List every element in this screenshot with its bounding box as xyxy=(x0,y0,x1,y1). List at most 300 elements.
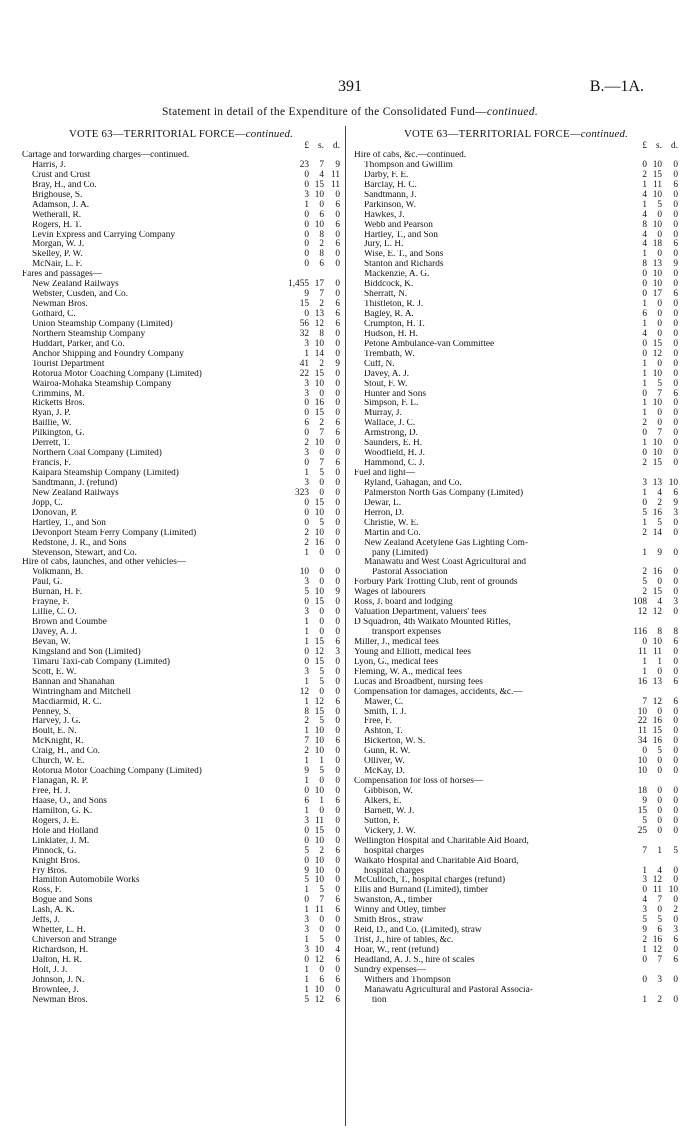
row-label: Rotorua Motor Coaching Company (Limited) xyxy=(32,767,202,777)
table-row xyxy=(22,260,340,270)
row-label: Richardson, H. xyxy=(32,946,89,955)
pence-value: 0 xyxy=(335,855,340,866)
pence-value: 8 xyxy=(673,627,678,637)
pence-value: 0 xyxy=(335,378,340,389)
row-label: Herron, D. xyxy=(364,508,405,518)
table-row xyxy=(22,767,340,777)
pence-value: 0 xyxy=(673,458,678,469)
row-label: Kingsland and Son (Limited) xyxy=(32,647,141,657)
pence-value: 11 xyxy=(331,179,340,190)
pence-value: 6 xyxy=(335,636,340,647)
row-label: Northern Steamship Company xyxy=(32,329,146,339)
pence-value: 0 xyxy=(673,338,678,349)
pounds-value: 6 xyxy=(642,309,647,319)
pence-value: 0 xyxy=(335,815,340,826)
table-row xyxy=(22,827,340,837)
table-row xyxy=(354,479,678,489)
pence-value: 6 xyxy=(335,954,340,965)
pounds-value: 2 xyxy=(304,746,309,757)
shillings-value: 2 xyxy=(319,299,324,310)
table-row xyxy=(22,737,340,747)
row-label: Gibbison, W. xyxy=(364,787,413,796)
pounds-value: 10 xyxy=(637,756,647,767)
pounds-value: 1 xyxy=(304,468,309,478)
shillings-value: 18 xyxy=(652,239,662,250)
table-row xyxy=(22,330,340,340)
pounds-value: 1 xyxy=(642,378,647,389)
shillings-value: 15 xyxy=(314,408,324,419)
table-row xyxy=(22,986,340,996)
shillings-value: 15 xyxy=(314,497,324,508)
shillings-value: 0 xyxy=(319,627,324,637)
pounds-value: 1,455 xyxy=(288,279,309,290)
table-row xyxy=(354,469,678,479)
row-label: Bickerton, W. S. xyxy=(364,737,426,747)
pounds-value: 22 xyxy=(299,368,309,379)
table-row xyxy=(22,181,340,191)
row-label: Ellis and Burnand (Limited), timber xyxy=(354,886,489,896)
shillings-value: 6 xyxy=(319,259,324,270)
shillings-value: 5 xyxy=(319,766,324,777)
pence-value: 0 xyxy=(673,865,678,876)
pounds-value: 0 xyxy=(304,497,309,508)
table-row xyxy=(22,906,340,916)
pence-value: 0 xyxy=(335,477,340,488)
pounds-value: 22 xyxy=(637,716,647,727)
pounds-value: 1 xyxy=(642,865,647,876)
pence-value: 0 xyxy=(335,984,340,995)
shillings-value: 10 xyxy=(314,507,324,518)
pounds-value: 8 xyxy=(642,219,647,230)
pence-value: 0 xyxy=(673,249,678,260)
shillings-value: 10 xyxy=(652,398,662,409)
table-row xyxy=(22,549,340,559)
pounds-value: 1 xyxy=(642,199,647,210)
row-label: Lash, A. K. xyxy=(32,906,75,916)
shillings-value: 15 xyxy=(314,825,324,836)
shillings-value: 16 xyxy=(652,736,662,747)
shillings-value: 11 xyxy=(653,646,662,657)
table-row xyxy=(22,489,340,499)
pence-value: 0 xyxy=(673,726,678,737)
pounds-value: 3 xyxy=(304,577,309,588)
table-row xyxy=(22,807,340,817)
pence-value: 10 xyxy=(668,477,678,488)
table-row xyxy=(354,727,678,737)
column-divider xyxy=(345,126,346,1126)
shillings-value: 13 xyxy=(652,259,662,270)
pence-value: 6 xyxy=(335,309,340,319)
shillings-value: 17 xyxy=(314,279,324,290)
table-row xyxy=(354,240,678,250)
pounds-value: 0 xyxy=(642,159,647,170)
table-row xyxy=(354,837,678,847)
pence-value: 6 xyxy=(335,974,340,985)
row-label: Brown and Coumbe xyxy=(32,618,107,628)
shillings-value: 8 xyxy=(319,328,324,339)
table-row xyxy=(22,598,340,608)
pounds-value: 3 xyxy=(304,666,309,677)
pence-value: 0 xyxy=(335,726,340,737)
table-row xyxy=(354,698,678,708)
row-label: Bagley, R. A. xyxy=(364,310,414,319)
table-row xyxy=(354,260,678,270)
pence-value: 0 xyxy=(335,865,340,876)
table-row xyxy=(354,916,678,926)
pence-value: 0 xyxy=(335,328,340,339)
table-row xyxy=(354,509,678,519)
shillings-value: 5 xyxy=(657,378,662,389)
pence-value: 0 xyxy=(335,189,340,200)
pence-value: 6 xyxy=(335,428,340,439)
pounds-value: 11 xyxy=(638,646,647,657)
row-label: Young and Elliott, medical fees xyxy=(354,647,472,657)
pounds-value: 9 xyxy=(304,289,309,300)
table-row xyxy=(354,191,678,201)
pence-value: 0 xyxy=(335,766,340,777)
pounds-value: 0 xyxy=(642,338,647,349)
pence-value: 6 xyxy=(335,905,340,916)
table-row xyxy=(354,628,678,638)
pounds-value: 0 xyxy=(304,259,309,270)
pounds-value: 3 xyxy=(304,189,309,200)
pence-value: 0 xyxy=(335,746,340,757)
pounds-value: 0 xyxy=(642,885,647,896)
pounds-value: 3 xyxy=(304,338,309,349)
pence-value: 9 xyxy=(335,159,340,170)
table-row xyxy=(22,777,340,787)
table-row xyxy=(22,797,340,807)
row-label: Forbury Park Trotting Club, rent of grounds xyxy=(354,578,518,588)
row-label: New Zealand Acetylene Gas Lighting Com- xyxy=(364,538,528,548)
pounds-value: 9 xyxy=(304,766,309,777)
row-label: Scott, E. W. xyxy=(32,667,77,677)
row-label: Hole and Holland xyxy=(32,826,99,836)
statement-title-text: Statement in detail of the Expenditure of the Consolidated Fund— xyxy=(161,106,487,118)
row-label: Sandtmann, J. (refund) xyxy=(32,478,118,488)
shillings-value: 15 xyxy=(314,597,324,608)
pounds-value: 2 xyxy=(642,567,647,578)
shillings-value: 0 xyxy=(319,607,324,618)
table-row xyxy=(22,956,340,966)
table-row xyxy=(22,946,340,956)
row-label: New Zealand Railways xyxy=(32,280,119,290)
row-label: Adamson, J. A. xyxy=(32,200,90,210)
table-row xyxy=(22,867,340,877)
row-label: Hamilton, G. K. xyxy=(32,806,93,816)
pence-value: 0 xyxy=(673,358,678,369)
shillings-value: 10 xyxy=(652,279,662,290)
row-label: Hawkes, J. xyxy=(364,210,405,220)
table-row xyxy=(22,449,340,459)
table-row xyxy=(354,886,678,896)
row-label: Lyon, G., medical fees xyxy=(354,657,439,667)
table-row xyxy=(354,996,678,1006)
pence-value: 6 xyxy=(335,895,340,906)
pence-value: 0 xyxy=(335,487,340,498)
pence-value: 0 xyxy=(673,646,678,657)
pence-value: 0 xyxy=(673,746,678,757)
row-label: Francis, F. xyxy=(32,459,71,469)
table-row xyxy=(22,708,340,718)
shillings-value: 4 xyxy=(319,169,324,180)
pence-value: 0 xyxy=(335,249,340,260)
shillings-value: 7 xyxy=(319,458,324,469)
pence-value: 0 xyxy=(335,348,340,359)
pence-value: 6 xyxy=(335,219,340,230)
row-label: Hartley, T., and Son xyxy=(32,518,106,528)
row-label: Compensation for loss of horses— xyxy=(354,777,484,787)
row-label: Pilkington, G. xyxy=(32,429,85,439)
pounds-value: 8 xyxy=(642,259,647,270)
pounds-value: 4 xyxy=(642,239,647,250)
pounds-value: 7 xyxy=(642,845,647,856)
shillings-value: 10 xyxy=(314,746,324,757)
statement-title xyxy=(0,106,700,118)
row-label: Crumpton, H. T. xyxy=(364,319,425,329)
row-label: Sutton, F. xyxy=(364,816,400,826)
pence-value: 0 xyxy=(673,309,678,319)
pounds-value: 11 xyxy=(638,726,647,737)
table-row xyxy=(22,588,340,598)
pounds-value: 1 xyxy=(642,945,647,955)
pounds-value: 5 xyxy=(304,845,309,856)
row-label: Union Steamship Company (Limited) xyxy=(32,319,173,329)
shillings-value: 16 xyxy=(652,507,662,518)
shillings-value: 0 xyxy=(319,805,324,816)
pence-value: 6 xyxy=(673,636,678,647)
pence-value: 6 xyxy=(335,199,340,210)
table-row xyxy=(354,708,678,718)
table-row xyxy=(22,668,340,678)
pounds-value: 1 xyxy=(304,905,309,916)
table-row xyxy=(22,439,340,449)
pence-value: 9 xyxy=(673,259,678,270)
row-label: Northern Coal Company (Limited) xyxy=(32,449,162,459)
table-row xyxy=(354,936,678,946)
shillings-value: 12 xyxy=(314,318,324,329)
pounds-value: 1 xyxy=(304,627,309,637)
shillings-value: 0 xyxy=(319,915,324,926)
pounds-value: 0 xyxy=(642,746,647,757)
pounds-value: 10 xyxy=(299,567,309,578)
row-label: Armstrong, D. xyxy=(364,429,418,439)
pence-value: 0 xyxy=(673,438,678,449)
shillings-value: 5 xyxy=(319,468,324,478)
table-row xyxy=(354,638,678,648)
table-row xyxy=(354,797,678,807)
pence-value: 0 xyxy=(335,935,340,946)
shillings-value: 0 xyxy=(319,199,324,210)
shillings-value: 5 xyxy=(657,517,662,528)
table-row xyxy=(354,926,678,936)
pence-value: 0 xyxy=(673,418,678,429)
shillings-value: 10 xyxy=(652,636,662,647)
pence-value: 0 xyxy=(335,209,340,220)
table-row xyxy=(354,161,678,171)
shillings-value: 0 xyxy=(319,388,324,399)
pence-value: 0 xyxy=(335,468,340,478)
pence-value: 0 xyxy=(673,299,678,310)
pence-value: 0 xyxy=(673,219,678,230)
table-row xyxy=(22,618,340,628)
pence-value: 3 xyxy=(335,646,340,657)
shillings-value: 10 xyxy=(314,219,324,230)
shillings-value: 0 xyxy=(319,448,324,459)
table-row xyxy=(354,588,678,598)
row-label: Wetherall, R. xyxy=(32,210,82,220)
right-units-header xyxy=(354,141,678,151)
pounds-value: 0 xyxy=(642,636,647,647)
pence-value: 0 xyxy=(673,199,678,210)
table-row xyxy=(22,250,340,260)
table-row xyxy=(354,658,678,668)
row-label: Gothard, C. xyxy=(32,310,76,319)
pence-value: 0 xyxy=(673,974,678,985)
row-label: Devonport Steam Ferry Company (Limited) xyxy=(32,528,197,538)
shillings-value: 16 xyxy=(314,398,324,409)
shillings-value: 6 xyxy=(657,925,662,936)
pounds-value: 3 xyxy=(304,915,309,926)
shillings-value: 5 xyxy=(319,517,324,528)
table-row xyxy=(22,648,340,658)
shillings-value: 11 xyxy=(653,885,662,896)
pence-value: 0 xyxy=(673,756,678,767)
shillings-value: 0 xyxy=(657,786,662,796)
pounds-value: 1 xyxy=(304,726,309,737)
row-label: Murray, J. xyxy=(364,409,402,419)
table-row xyxy=(22,578,340,588)
pounds-value: 34 xyxy=(637,736,647,747)
pence-value: 0 xyxy=(673,428,678,439)
table-row xyxy=(22,966,340,976)
table-row xyxy=(22,340,340,350)
pence-value: 6 xyxy=(335,696,340,707)
left-column xyxy=(22,128,340,1006)
shillings-value: 16 xyxy=(652,716,662,727)
pounds-value: 3 xyxy=(304,945,309,955)
pence-value: 0 xyxy=(335,885,340,896)
row-label: Barclay, H. C. xyxy=(364,180,417,190)
table-row xyxy=(22,936,340,946)
shillings-value: 10 xyxy=(314,736,324,747)
pence-value: 6 xyxy=(335,994,340,1005)
pounds-value: 3 xyxy=(304,815,309,826)
shillings-value: 4 xyxy=(657,487,662,498)
pounds-value: 1 xyxy=(642,438,647,449)
shillings-value: 0 xyxy=(319,577,324,588)
right-rows xyxy=(354,151,678,1006)
pounds-value: 8 xyxy=(304,706,309,717)
pence-value: 0 xyxy=(335,388,340,399)
pounds-value: 7 xyxy=(304,736,309,747)
pence-value: 6 xyxy=(673,239,678,250)
row-label: Newman Bros. xyxy=(32,300,88,310)
table-row xyxy=(22,757,340,767)
table-row xyxy=(354,896,678,906)
pence-value: 0 xyxy=(335,617,340,628)
pounds-value: 3 xyxy=(304,477,309,488)
row-label: Ricketts Bros. xyxy=(32,399,85,409)
row-label: Free, H. J. xyxy=(32,787,71,796)
shillings-value: 10 xyxy=(314,786,324,796)
pounds-value: 2 xyxy=(304,537,309,548)
pounds-value: 0 xyxy=(304,398,309,409)
pounds-value: 1 xyxy=(642,517,647,528)
pounds-value: 1 xyxy=(642,487,647,498)
row-label: Rotorua Motor Coaching Company (Limited) xyxy=(32,369,202,379)
row-label: Crimmins, M. xyxy=(32,389,85,399)
pence-value: 6 xyxy=(673,935,678,946)
shillings-value: 10 xyxy=(652,269,662,280)
table-row xyxy=(22,231,340,241)
shillings-value: 0 xyxy=(319,686,324,697)
pounds-value: 4 xyxy=(642,229,647,240)
row-label: Reid, D., and Co. (Limited), straw xyxy=(354,926,482,936)
pence-value: 4 xyxy=(335,945,340,955)
table-row xyxy=(354,946,678,956)
pence-value: 0 xyxy=(673,279,678,290)
row-label: Smith Bros., straw xyxy=(354,916,424,926)
pounds-value: 0 xyxy=(304,408,309,419)
shillings-value: 7 xyxy=(657,388,662,399)
pence-value: 0 xyxy=(335,676,340,687)
pence-value: 0 xyxy=(335,547,340,558)
pence-value: 0 xyxy=(335,577,340,588)
table-row xyxy=(22,469,340,479)
row-label: tion xyxy=(372,995,387,1005)
table-row xyxy=(22,221,340,231)
pence-value: 0 xyxy=(335,875,340,886)
pence-value: 0 xyxy=(673,766,678,777)
pence-value: 0 xyxy=(335,338,340,349)
pence-value: 0 xyxy=(335,627,340,637)
row-label: Davey, A. J. xyxy=(32,628,78,637)
table-row xyxy=(354,280,678,290)
pence-value: 0 xyxy=(335,279,340,290)
row-label: Palmerston North Gas Company (Limited) xyxy=(364,488,524,498)
row-label: McKay, D. xyxy=(364,767,405,777)
page-reference: B.—1A. xyxy=(589,78,644,95)
row-label: New Zealand Railways xyxy=(32,488,119,498)
shillings-value: 12 xyxy=(652,607,662,618)
row-label: Chiverson and Strange xyxy=(32,936,117,946)
pence-value: 10 xyxy=(668,885,678,896)
pence-value: 0 xyxy=(673,229,678,240)
pounds-value: 0 xyxy=(304,646,309,657)
pounds-value: 0 xyxy=(642,974,647,985)
table-row xyxy=(354,529,678,539)
pence-value: 0 xyxy=(335,597,340,608)
pounds-value: 1 xyxy=(304,935,309,946)
pence-value: 0 xyxy=(673,169,678,180)
pence-value: 0 xyxy=(673,875,678,886)
row-label: Donovan, P. xyxy=(32,508,78,518)
pence-value: 0 xyxy=(673,945,678,955)
pounds-value: 1 xyxy=(642,666,647,677)
pence-value: 0 xyxy=(335,964,340,975)
shillings-value: 7 xyxy=(319,289,324,300)
pounds-value: 1 xyxy=(304,199,309,210)
table-row xyxy=(22,628,340,638)
shillings-value: 0 xyxy=(319,547,324,558)
shillings-value: 15 xyxy=(314,706,324,717)
pence-value: 0 xyxy=(335,786,340,796)
table-row xyxy=(354,290,678,300)
row-label: Holt, J. J. xyxy=(32,965,68,975)
pence-value: 6 xyxy=(673,487,678,498)
row-label: Woodfield, H. J. xyxy=(364,449,425,459)
